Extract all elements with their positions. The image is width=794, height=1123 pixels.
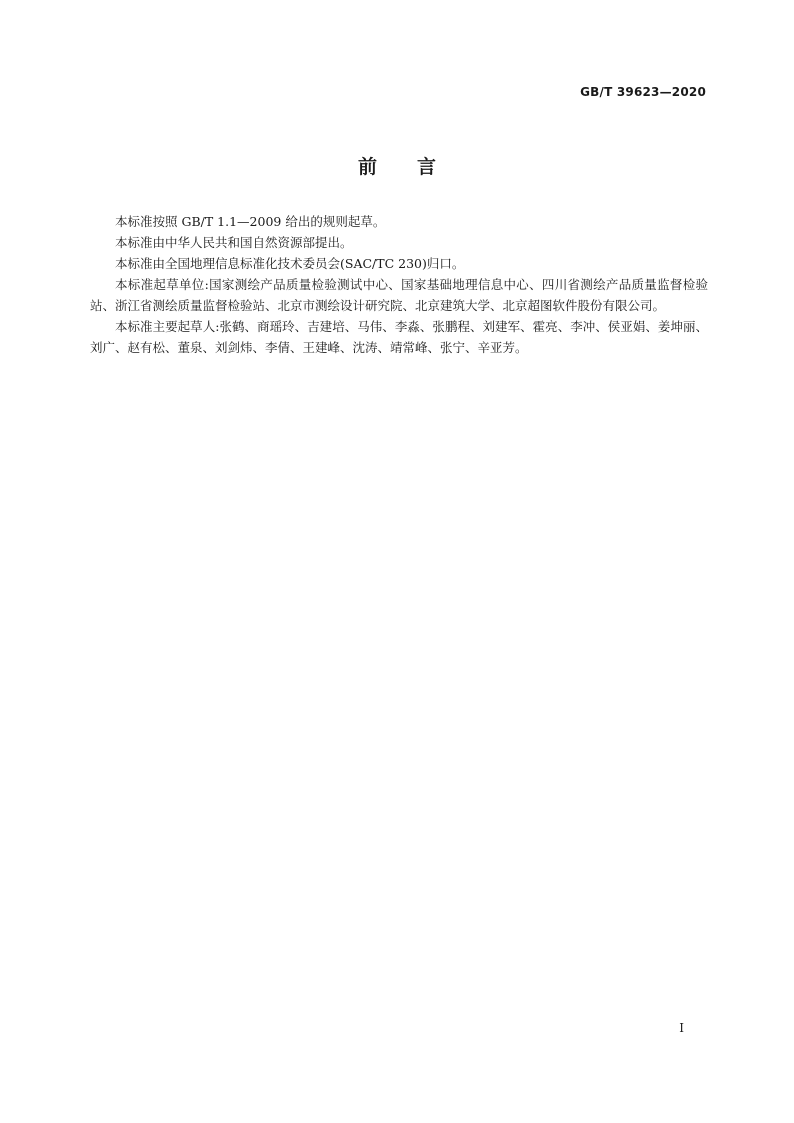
page-title: 前言 (357, 156, 476, 178)
standard-number: GB/T 39623—2020 (580, 85, 706, 99)
paragraph-proposer: 本标准由中华人民共和国自然资源部提出。 (115, 235, 353, 250)
paragraph-drafting-units: 本标准起草单位:国家测绘产品质量检验测试中心、国家基础地理信息中心、四川省测绘产品质量监督检验站、浙江省测绘质量监督检验站、北京市测绘设计研究院、北京建筑大学、北京超图软件股份有限公司。 (90, 277, 708, 313)
paragraph-drafters: 本标准主要起草人:张鹤、商瑶玲、吉建培、马伟、李淼、张鹏程、刘建军、霍亮、李冲、侯亚娟、姜坤丽、刘广、赵有松、董泉、刘剑炜、李倩、王建峰、沈涛、靖常峰、张宁、辛亚芳。 (90, 319, 708, 355)
paragraph-committee: 本标准由全国地理信息标准化技术委员会(SAC/TC 230)归口。 (115, 256, 465, 271)
paragraph-drafting-rules: 本标准按照 GB/T 1.1—2009 给出的规则起草。 (115, 214, 386, 229)
foreword-body (90, 211, 708, 358)
page-number: I (679, 1021, 684, 1035)
